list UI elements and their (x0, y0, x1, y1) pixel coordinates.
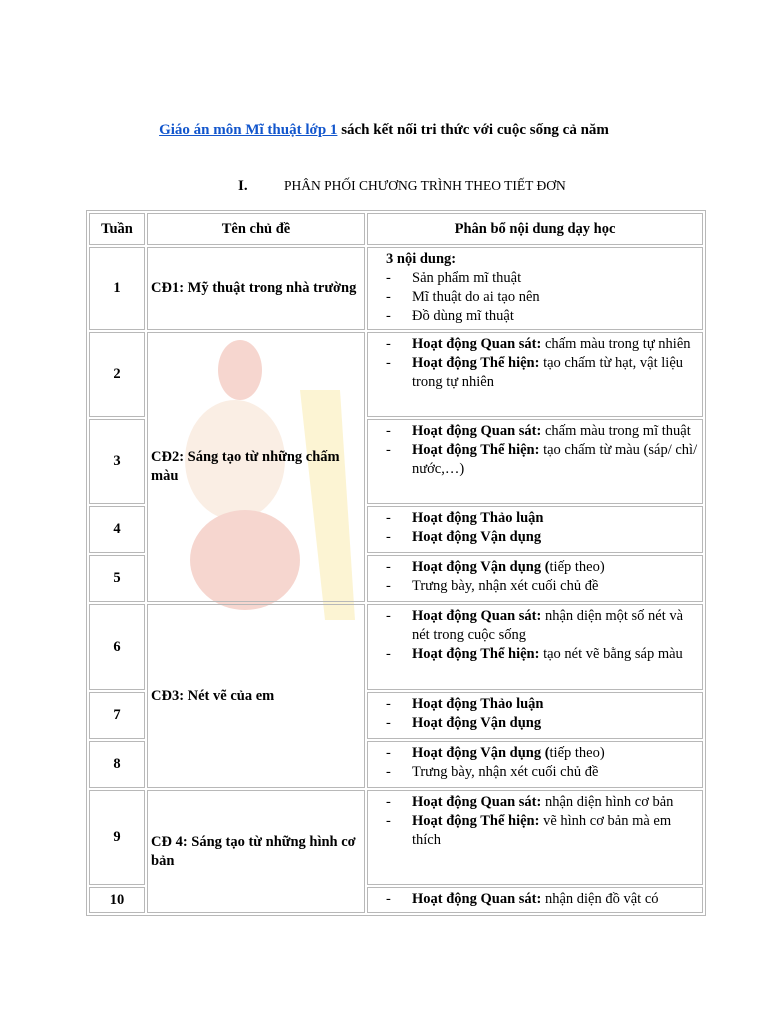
week-cell: 5 (89, 555, 145, 602)
activity-item (386, 890, 698, 909)
header-content: Phân bổ nội dung dạy học (367, 213, 703, 245)
activity-desc: tạo chấm từ màu (sáp/ chì/ nước,…) (412, 442, 698, 477)
activity-desc: chấm màu trong tự nhiên (541, 336, 691, 352)
activity-item (386, 793, 698, 812)
activity-desc: nhận diện một số nét và nét trong cuộc sống (412, 608, 684, 643)
activity-desc: tiếp theo) (549, 745, 605, 761)
activity-name: Hoạt động Vận dụng ( (412, 745, 550, 761)
content-cell (367, 555, 703, 602)
week-cell: 3 (89, 419, 145, 504)
activity-name: Hoạt động Thể hiện: (412, 646, 540, 662)
topic-cell: CĐ2: Sáng tạo từ những chấm màu (147, 332, 365, 602)
activity-desc: nhận diện đồ vật có (541, 891, 659, 907)
topic-cell: CĐ3: Nét vẽ của em (147, 604, 365, 788)
content-cell (367, 790, 703, 885)
content-cell (367, 419, 703, 504)
activity-item (386, 812, 698, 850)
table-header-row (89, 213, 703, 245)
header-week: Tuần (89, 213, 145, 245)
content-cell (367, 506, 703, 553)
activity-name: Hoạt động Vận dụng ( (412, 559, 550, 575)
section-number: I. (238, 178, 248, 194)
activity-name: Hoạt động Vận dụng (412, 715, 542, 731)
activity-item (386, 422, 698, 441)
activity-item (386, 763, 698, 782)
activity-list (386, 890, 698, 909)
table-body (89, 247, 703, 913)
document-title (0, 122, 768, 139)
week-cell: 9 (89, 790, 145, 885)
activity-list (386, 793, 698, 850)
week-cell: 1 (89, 247, 145, 330)
week-cell: 7 (89, 692, 145, 739)
table-row (89, 790, 703, 885)
activity-name: Hoạt động Thảo luận (412, 696, 544, 712)
activity-item (386, 714, 698, 733)
week-cell: 2 (89, 332, 145, 417)
activity-name: Hoạt động Quan sát: (412, 423, 542, 439)
activity-list (386, 509, 698, 547)
activity-desc: Đồ dùng mĩ thuật (412, 308, 514, 324)
activity-desc: nhận diện hình cơ bản (541, 794, 674, 810)
activity-item (386, 645, 698, 664)
table-row (89, 332, 703, 417)
activity-desc: chấm màu trong mĩ thuật (541, 423, 691, 439)
activity-desc: vẽ hình cơ bản mà em thích (412, 813, 672, 848)
activity-item (386, 441, 698, 479)
activity-name: Hoạt động Thể hiện: (412, 813, 540, 829)
table-row (89, 247, 703, 330)
activity-desc: tạo chấm từ hạt, vật liệu trong tự nhiên (412, 355, 684, 390)
content-cell (367, 332, 703, 417)
activity-name: Hoạt động Thể hiện: (412, 442, 540, 458)
activity-desc: Sản phẩm mĩ thuật (412, 270, 522, 286)
week-cell: 6 (89, 604, 145, 690)
section-heading (238, 178, 566, 195)
activity-list (386, 422, 698, 479)
topic-cell: CĐ 4: Sáng tạo từ những hình cơ bản (147, 790, 365, 913)
activity-item (386, 577, 698, 596)
activity-item (386, 354, 698, 392)
activity-item (386, 335, 698, 354)
activity-item (386, 558, 698, 577)
activity-list (386, 558, 698, 596)
header-topic: Tên chủ đề (147, 213, 365, 245)
activity-list (386, 269, 698, 326)
week-cell: 4 (89, 506, 145, 553)
activity-item (386, 288, 698, 307)
activity-desc: Trưng bày, nhận xét cuối chủ đề (412, 764, 599, 780)
activity-name: Hoạt động Quan sát: (412, 608, 542, 624)
activity-desc: tạo nét vẽ bằng sáp màu (539, 646, 683, 662)
activity-item (386, 695, 698, 714)
activity-list (386, 744, 698, 782)
content-cell (367, 692, 703, 739)
activity-name: Hoạt động Quan sát: (412, 891, 542, 907)
activity-name: Hoạt động Thảo luận (412, 510, 544, 526)
activity-item (386, 307, 698, 326)
activity-list (386, 335, 698, 392)
activity-name: Hoạt động Quan sát: (412, 336, 542, 352)
topic-cell: CĐ1: Mỹ thuật trong nhà trường (147, 247, 365, 330)
title-link[interactable]: Giáo án môn Mĩ thuật lớp 1 (159, 122, 338, 138)
activity-item (386, 509, 698, 528)
content-cell (367, 247, 703, 330)
content-lead: 3 nội dung: (386, 251, 457, 267)
activity-item (386, 607, 698, 645)
activity-desc: tiếp theo) (549, 559, 605, 575)
content-cell (367, 604, 703, 690)
activity-desc: Mĩ thuật do ai tạo nên (412, 289, 540, 305)
week-cell: 8 (89, 741, 145, 788)
activity-list (386, 695, 698, 733)
activity-name: Hoạt động Quan sát: (412, 794, 542, 810)
activity-desc: Trưng bày, nhận xét cuối chủ đề (412, 578, 599, 594)
activity-list (386, 607, 698, 664)
activity-item (386, 269, 698, 288)
table-row (89, 604, 703, 690)
week-cell: 10 (89, 887, 145, 913)
activity-name: Hoạt động Thể hiện: (412, 355, 540, 371)
curriculum-table (86, 210, 706, 916)
activity-item (386, 528, 698, 547)
activity-item (386, 744, 698, 763)
section-title: PHÂN PHỐI CHƯƠNG TRÌNH THEO TIẾT ĐƠN (284, 178, 566, 193)
activity-name: Hoạt động Vận dụng (412, 529, 542, 545)
content-cell (367, 741, 703, 788)
content-cell (367, 887, 703, 913)
title-rest: sách kết nối tri thức với cuộc sống cả năm (337, 122, 609, 138)
